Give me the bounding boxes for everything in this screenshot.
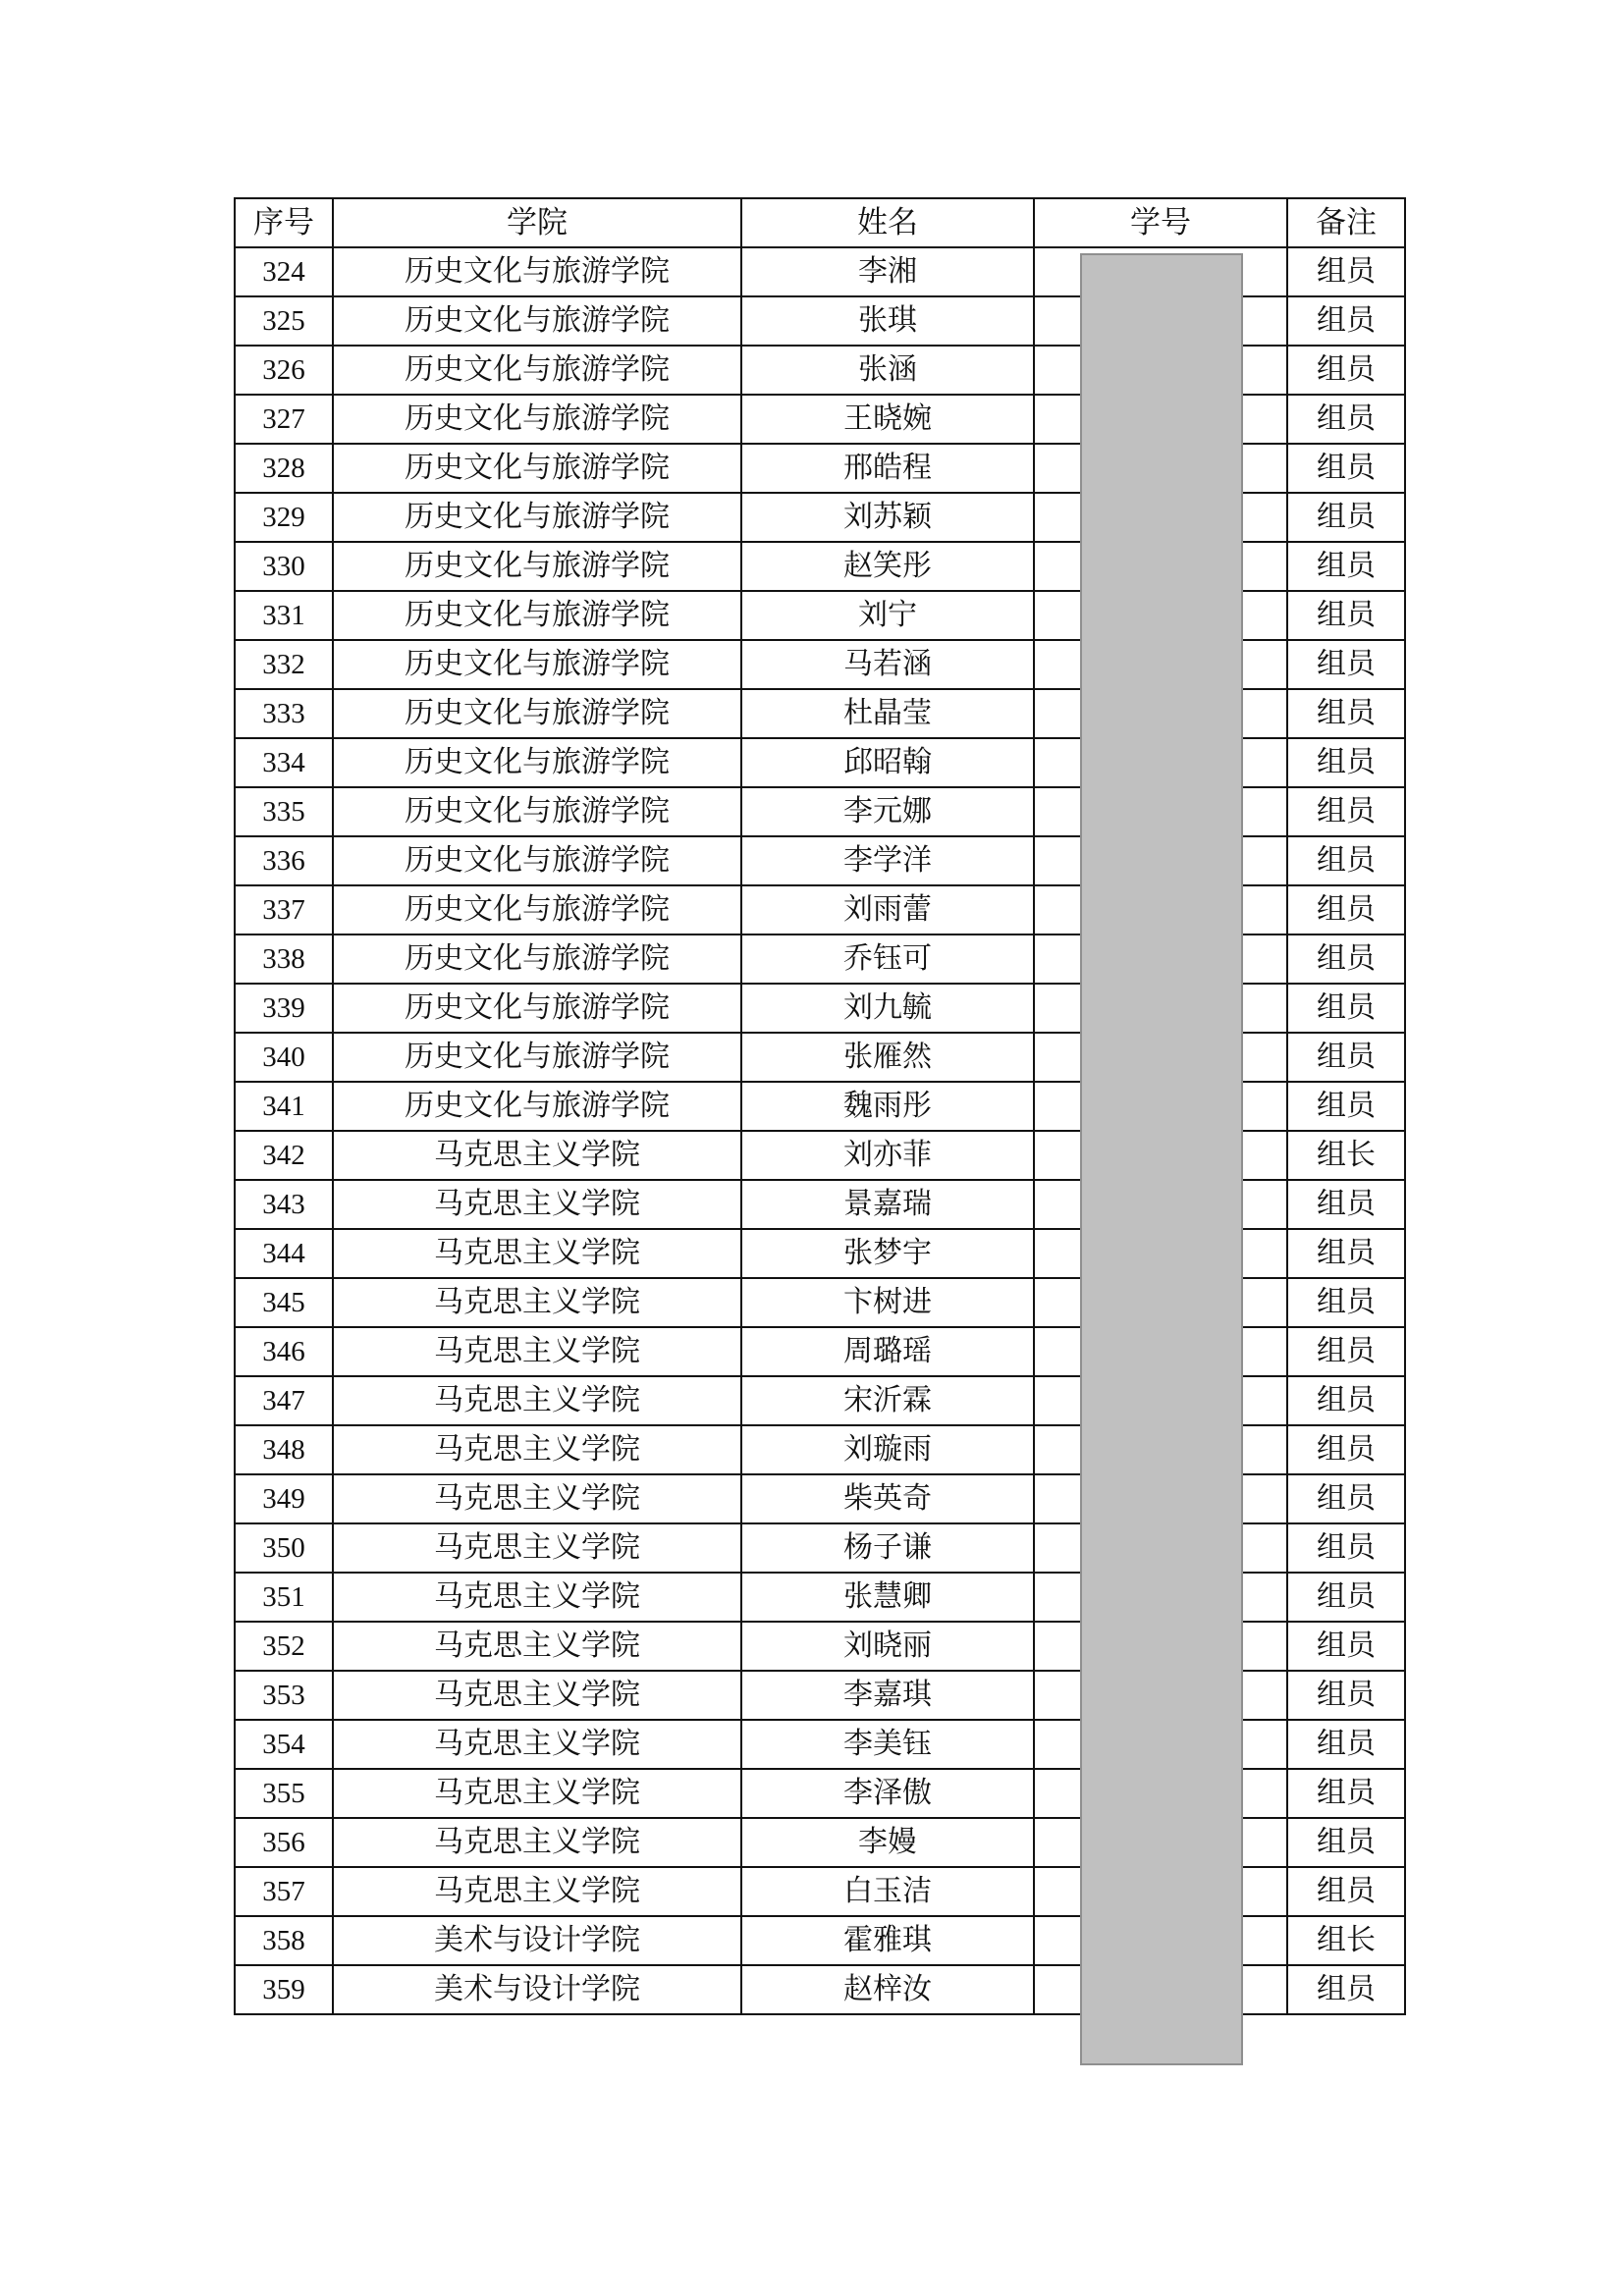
cell-name: 赵笑彤 [741, 542, 1034, 591]
cell-name: 周璐瑶 [741, 1327, 1034, 1376]
cell-name: 刘晓丽 [741, 1622, 1034, 1671]
cell-note: 组员 [1287, 1769, 1405, 1818]
cell-name: 刘雨蕾 [741, 885, 1034, 934]
cell-note: 组员 [1287, 885, 1405, 934]
cell-name: 卞树进 [741, 1278, 1034, 1327]
cell-no: 335 [235, 787, 333, 836]
cell-name: 马若涵 [741, 640, 1034, 689]
cell-name: 白玉洁 [741, 1867, 1034, 1916]
cell-no: 339 [235, 984, 333, 1033]
cell-college: 历史文化与旅游学院 [333, 787, 741, 836]
cell-name: 魏雨彤 [741, 1082, 1034, 1131]
cell-college: 马克思主义学院 [333, 1818, 741, 1867]
cell-name: 李嫚 [741, 1818, 1034, 1867]
cell-name: 张琪 [741, 296, 1034, 346]
cell-college: 马克思主义学院 [333, 1425, 741, 1474]
cell-note: 组员 [1287, 689, 1405, 738]
cell-college: 马克思主义学院 [333, 1229, 741, 1278]
cell-no: 353 [235, 1671, 333, 1720]
cell-college: 美术与设计学院 [333, 1916, 741, 1965]
cell-name: 张雁然 [741, 1033, 1034, 1082]
cell-college: 马克思主义学院 [333, 1671, 741, 1720]
cell-no: 354 [235, 1720, 333, 1769]
cell-note: 组员 [1287, 591, 1405, 640]
cell-college: 历史文化与旅游学院 [333, 885, 741, 934]
cell-note: 组员 [1287, 1033, 1405, 1082]
cell-no: 342 [235, 1131, 333, 1180]
cell-note: 组员 [1287, 640, 1405, 689]
cell-no: 326 [235, 346, 333, 395]
cell-college: 历史文化与旅游学院 [333, 247, 741, 296]
cell-note: 组员 [1287, 1229, 1405, 1278]
cell-college: 历史文化与旅游学院 [333, 1033, 741, 1082]
cell-name: 宋沂霖 [741, 1376, 1034, 1425]
cell-note: 组员 [1287, 542, 1405, 591]
cell-name: 霍雅琪 [741, 1916, 1034, 1965]
cell-note: 组员 [1287, 1720, 1405, 1769]
cell-name: 李湘 [741, 247, 1034, 296]
cell-note: 组员 [1287, 1278, 1405, 1327]
cell-note: 组员 [1287, 1082, 1405, 1131]
cell-no: 346 [235, 1327, 333, 1376]
cell-no: 358 [235, 1916, 333, 1965]
cell-name: 赵梓汝 [741, 1965, 1034, 2014]
cell-note: 组员 [1287, 836, 1405, 885]
cell-note: 组员 [1287, 1867, 1405, 1916]
cell-college: 历史文化与旅游学院 [333, 346, 741, 395]
cell-no: 343 [235, 1180, 333, 1229]
cell-note: 组员 [1287, 1573, 1405, 1622]
header-row [235, 198, 1405, 247]
cell-no: 352 [235, 1622, 333, 1671]
cell-college: 历史文化与旅游学院 [333, 493, 741, 542]
cell-note: 组员 [1287, 1523, 1405, 1573]
cell-college: 历史文化与旅游学院 [333, 738, 741, 787]
cell-name: 杨子谦 [741, 1523, 1034, 1573]
cell-no: 327 [235, 395, 333, 444]
header-no: 序号 [235, 198, 333, 247]
cell-note: 组员 [1287, 1180, 1405, 1229]
cell-no: 325 [235, 296, 333, 346]
cell-name: 景嘉瑞 [741, 1180, 1034, 1229]
table-header [235, 198, 1405, 247]
cell-no: 329 [235, 493, 333, 542]
cell-no: 341 [235, 1082, 333, 1131]
cell-name: 李美钰 [741, 1720, 1034, 1769]
cell-note: 组员 [1287, 346, 1405, 395]
cell-college: 马克思主义学院 [333, 1720, 741, 1769]
cell-college: 马克思主义学院 [333, 1474, 741, 1523]
cell-note: 组员 [1287, 738, 1405, 787]
cell-name: 柴英奇 [741, 1474, 1034, 1523]
cell-name: 张梦宇 [741, 1229, 1034, 1278]
cell-college: 美术与设计学院 [333, 1965, 741, 2014]
header-student-id: 学号 [1034, 198, 1287, 247]
cell-college: 马克思主义学院 [333, 1131, 741, 1180]
cell-no: 344 [235, 1229, 333, 1278]
cell-note: 组员 [1287, 787, 1405, 836]
cell-college: 历史文化与旅游学院 [333, 542, 741, 591]
cell-no: 328 [235, 444, 333, 493]
cell-no: 336 [235, 836, 333, 885]
header-college: 学院 [333, 198, 741, 247]
cell-name: 刘宁 [741, 591, 1034, 640]
cell-college: 马克思主义学院 [333, 1376, 741, 1425]
cell-college: 马克思主义学院 [333, 1769, 741, 1818]
cell-no: 355 [235, 1769, 333, 1818]
cell-no: 350 [235, 1523, 333, 1573]
cell-college: 历史文化与旅游学院 [333, 836, 741, 885]
cell-college: 历史文化与旅游学院 [333, 444, 741, 493]
cell-note: 组员 [1287, 1376, 1405, 1425]
cell-name: 邱昭翰 [741, 738, 1034, 787]
cell-college: 马克思主义学院 [333, 1622, 741, 1671]
cell-college: 历史文化与旅游学院 [333, 296, 741, 346]
cell-note: 组长 [1287, 1916, 1405, 1965]
cell-note: 组员 [1287, 247, 1405, 296]
cell-note: 组长 [1287, 1131, 1405, 1180]
cell-college: 马克思主义学院 [333, 1278, 741, 1327]
cell-no: 349 [235, 1474, 333, 1523]
cell-college: 历史文化与旅游学院 [333, 395, 741, 444]
cell-note: 组员 [1287, 1818, 1405, 1867]
cell-no: 331 [235, 591, 333, 640]
cell-note: 组员 [1287, 444, 1405, 493]
cell-no: 332 [235, 640, 333, 689]
cell-note: 组员 [1287, 984, 1405, 1033]
cell-college: 历史文化与旅游学院 [333, 689, 741, 738]
cell-note: 组员 [1287, 1622, 1405, 1671]
cell-name: 刘亦菲 [741, 1131, 1034, 1180]
cell-college: 历史文化与旅游学院 [333, 934, 741, 984]
cell-no: 340 [235, 1033, 333, 1082]
cell-name: 刘璇雨 [741, 1425, 1034, 1474]
cell-name: 乔钰可 [741, 934, 1034, 984]
cell-name: 张涵 [741, 346, 1034, 395]
cell-no: 351 [235, 1573, 333, 1622]
cell-college: 马克思主义学院 [333, 1867, 741, 1916]
cell-college: 马克思主义学院 [333, 1573, 741, 1622]
cell-name: 邢皓程 [741, 444, 1034, 493]
cell-note: 组员 [1287, 934, 1405, 984]
cell-name: 李嘉琪 [741, 1671, 1034, 1720]
cell-no: 357 [235, 1867, 333, 1916]
cell-college: 马克思主义学院 [333, 1523, 741, 1573]
cell-college: 历史文化与旅游学院 [333, 640, 741, 689]
cell-no: 345 [235, 1278, 333, 1327]
cell-name: 李泽傲 [741, 1769, 1034, 1818]
cell-college: 历史文化与旅游学院 [333, 984, 741, 1033]
redaction-block [1080, 253, 1243, 2065]
cell-college: 马克思主义学院 [333, 1180, 741, 1229]
cell-no: 359 [235, 1965, 333, 2014]
header-name: 姓名 [741, 198, 1034, 247]
cell-name: 刘苏颖 [741, 493, 1034, 542]
cell-college: 马克思主义学院 [333, 1327, 741, 1376]
cell-no: 333 [235, 689, 333, 738]
cell-note: 组员 [1287, 1965, 1405, 2014]
cell-note: 组员 [1287, 296, 1405, 346]
cell-no: 337 [235, 885, 333, 934]
cell-note: 组员 [1287, 1327, 1405, 1376]
cell-no: 347 [235, 1376, 333, 1425]
cell-note: 组员 [1287, 1474, 1405, 1523]
cell-note: 组员 [1287, 395, 1405, 444]
cell-name: 李元娜 [741, 787, 1034, 836]
cell-no: 324 [235, 247, 333, 296]
header-note: 备注 [1287, 198, 1405, 247]
cell-no: 348 [235, 1425, 333, 1474]
cell-no: 338 [235, 934, 333, 984]
cell-note: 组员 [1287, 1425, 1405, 1474]
cell-note: 组员 [1287, 493, 1405, 542]
cell-college: 历史文化与旅游学院 [333, 591, 741, 640]
cell-no: 356 [235, 1818, 333, 1867]
cell-name: 刘九毓 [741, 984, 1034, 1033]
cell-name: 张慧卿 [741, 1573, 1034, 1622]
cell-note: 组员 [1287, 1671, 1405, 1720]
cell-name: 李学洋 [741, 836, 1034, 885]
cell-college: 历史文化与旅游学院 [333, 1082, 741, 1131]
cell-no: 334 [235, 738, 333, 787]
cell-no: 330 [235, 542, 333, 591]
cell-name: 王晓婉 [741, 395, 1034, 444]
cell-name: 杜晶莹 [741, 689, 1034, 738]
